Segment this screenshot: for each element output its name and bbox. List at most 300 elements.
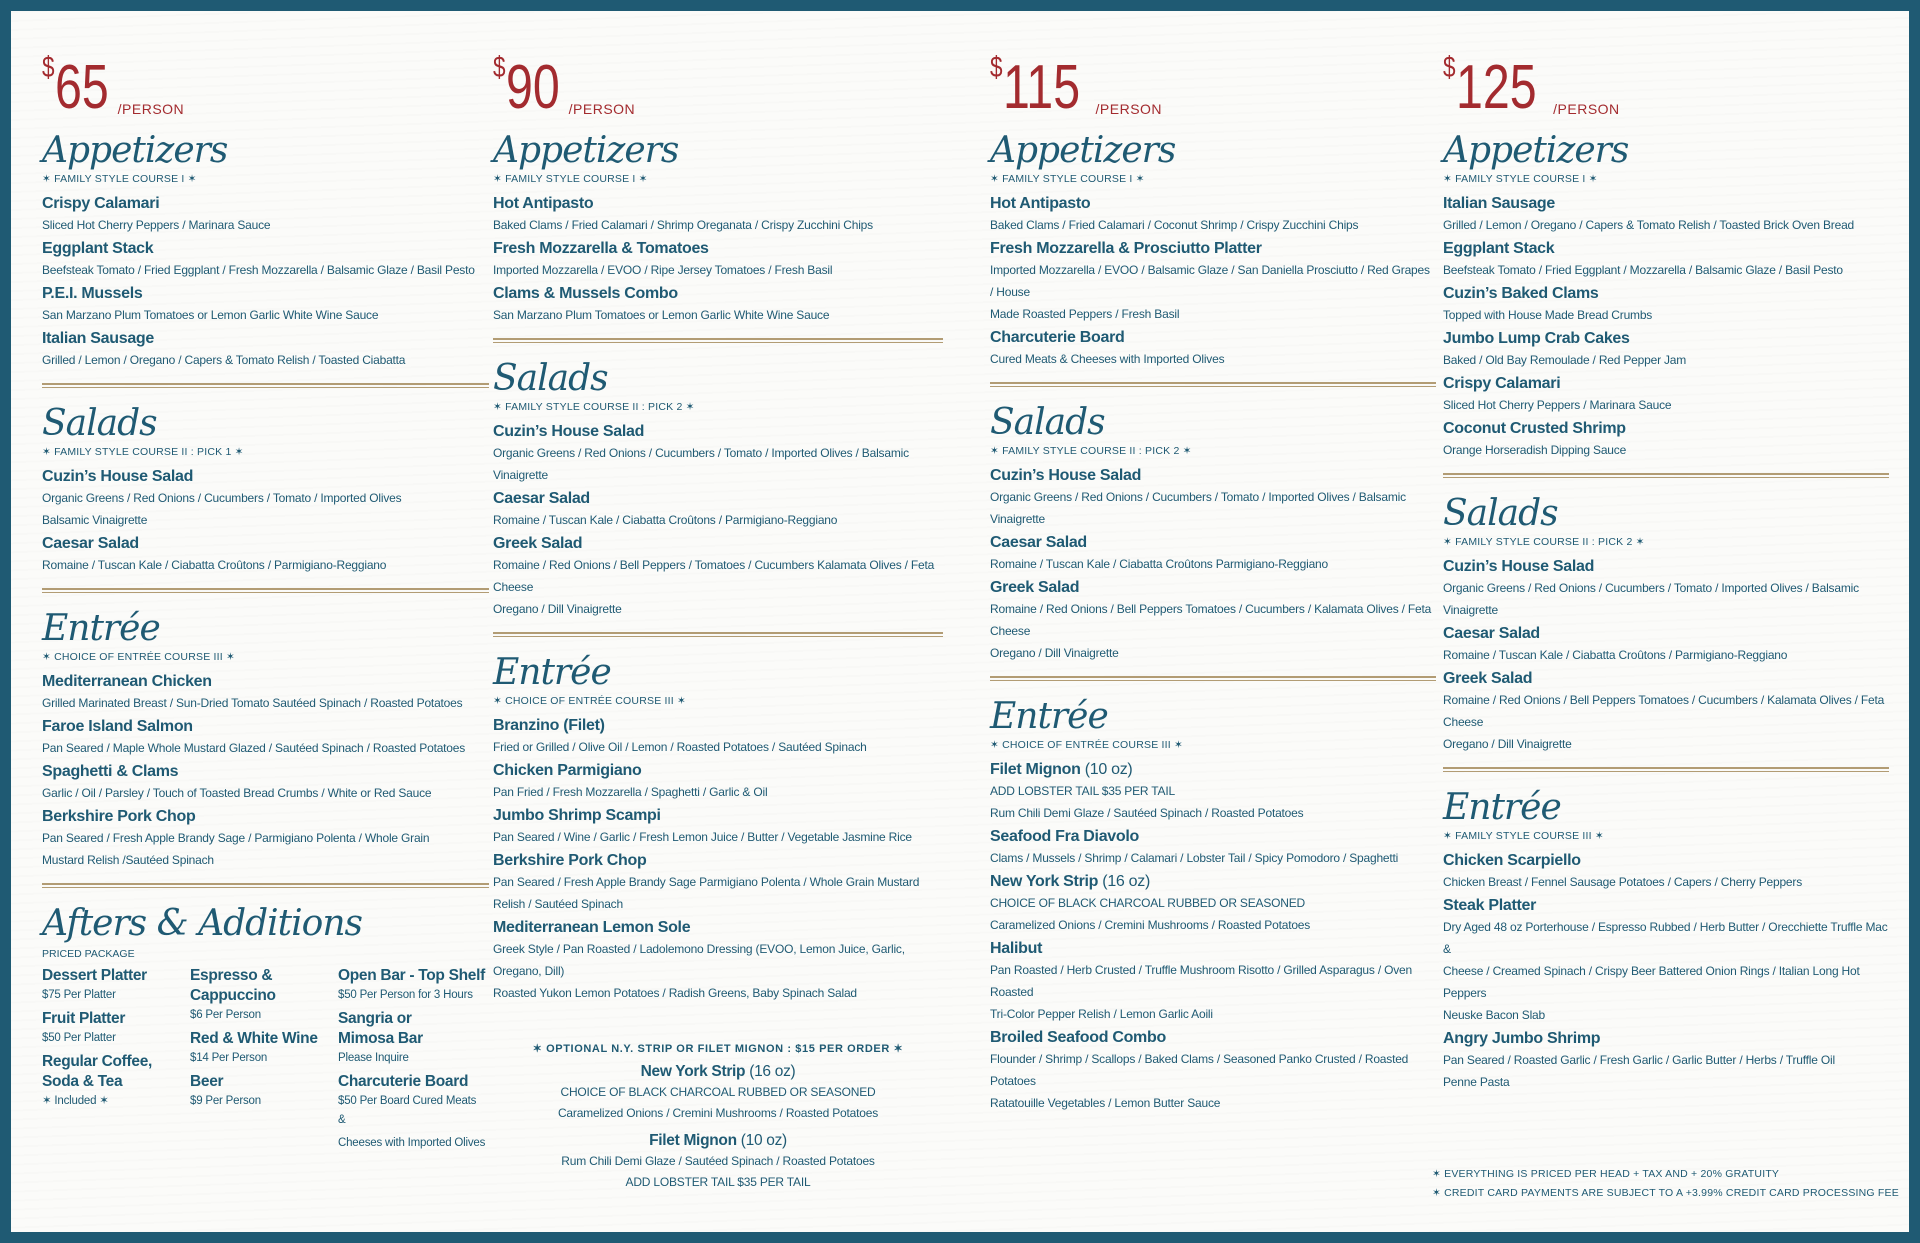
section-title: Afters & Additions [42,903,362,944]
menu-item-description: Dry Aged 48 oz Porterhouse / Espresso Rubbed / Herb Butter / Orecchiette Truffle Mac & [1443,920,1888,956]
menu-item [493,850,943,915]
menu-item [493,1061,943,1124]
menu-item [1443,373,1889,416]
menu-item-description: Greek Style / Pan Roasted / Ladolemono Dressing (EVOO, Lemon Juice, Garlic, Oregano, Dill) [493,942,905,978]
menu-item-description: Beefsteak Tomato / Fried Eggplant / Fresh Mozzarella / Balsamic Glaze / Basil Pesto [42,263,475,277]
menu-item-name-text: Branzino (Filet) [493,717,605,734]
section-divider [1443,473,1889,478]
menu-item-description: Grilled / Lemon / Oregano / Capers & Tomato Relish / Toasted Brick Oven Bread [1443,218,1855,232]
menu-item-name-text: Berkshire Pork Chop [42,808,196,825]
menu-item-description: Orange Horseradish Dipping Sauce [1443,443,1627,457]
menu-item-name [493,238,943,259]
menu-item [990,938,1436,1025]
menu-item [493,193,943,236]
menu-item-name-text: New York Strip [640,1063,746,1080]
menu-item-name-text: Jumbo Lump Crab Cakes [1443,330,1630,347]
menu-item [42,716,489,759]
menu-item-name [42,238,489,259]
section-divider [990,382,1436,387]
menu-item-name-text: Mediterranean Lemon Sole [493,919,691,936]
section-divider [493,338,943,343]
menu-item-name-text: Steak Platter [1443,897,1537,914]
menu-item [42,283,489,326]
menu-item-name [493,760,943,781]
price-per-person: /PERSON [1553,101,1620,117]
menu-item-name [493,421,943,442]
menu-item-name-text: Italian Sausage [42,330,154,347]
menu-item-description: Sliced Hot Cherry Peppers / Marinara Sauce [1443,398,1672,412]
menu-item-name [493,488,943,509]
menu-item-name [990,826,1436,847]
menu-item-description: Romaine / Red Onions / Bell Peppers Tomatoes / Cucumbers / Kalamata Olives / Feta Cheese [1443,693,1885,729]
menu-item-name [42,761,489,782]
section-title: Entrée [990,696,1108,737]
price-currency: $ [1443,51,1456,84]
price-amount: 90 [505,53,560,122]
menu-item-description: Pan Seared / Maple Whole Mustard Glazed / Sautéed Spinach / Roasted Potatoes [42,741,466,755]
menu-item-description: Caramelized Onions / Cremini Mushrooms / Roasted Potatoes [557,1106,879,1120]
menu-item-description: Cheeses with Imported Olives [338,1137,486,1149]
menu-item-description: Made Roasted Peppers / Fresh Basil [990,307,1180,321]
menu-item [1443,283,1889,326]
menu-item [493,917,943,1004]
menu-page [11,11,1909,1232]
section-title: Salads [1443,493,1558,534]
menu-item-name [1443,1028,1889,1049]
menu-item [42,238,489,281]
section-appetizers [42,131,489,371]
section-appetizers [990,131,1436,370]
menu-item [990,465,1436,530]
section-salads [990,403,1436,664]
menu-item-name-text: Open Bar - Top Shelf [338,967,485,984]
menu-item-name-text: Fruit Platter [42,1010,126,1027]
menu-item-name-text: Soda & Tea [42,1073,123,1090]
menu-item-name [1443,895,1889,916]
menu-item-name [42,533,489,554]
section-entree [1443,788,1889,1093]
menu-item [42,328,489,371]
menu-item-name [493,283,943,304]
menu-item-name-text: Cappuccino [190,987,276,1004]
menu-item-name-text: Cuzin’s House Salad [990,467,1142,484]
menu-item-name-text: Hot Antipasto [493,195,594,212]
menu-item-name-text: Greek Salad [990,579,1080,596]
menu-item [338,1072,486,1153]
menu-item-description: Romaine / Red Onions / Bell Peppers / Tomatoes / Cucumbers Kalamata Olives / Feta Cheese [493,558,935,594]
menu-item-size: (10 oz) [1080,761,1133,778]
menu-item [42,533,489,576]
menu-item-name [990,759,1436,780]
section-afters-additions [42,904,489,1157]
menu-item [42,761,489,804]
section-title: Salads [990,402,1105,443]
menu-item-description: Rum Chili Demi Glaze / Sautéed Spinach / Roasted Potatoes [990,806,1304,820]
course-label: ✶ FAMILY STYLE COURSE II : PICK 2 ✶ [493,401,695,413]
menu-item-name [338,1072,486,1092]
menu-item-description: San Marzano Plum Tomatoes or Lemon Garlic White Wine Sauce [493,308,830,322]
menu-item-name-text: Caesar Salad [42,535,139,552]
menu-item-name-text: Chicken Parmigiano [493,762,642,779]
menu-item [990,577,1436,664]
menu-item-name-text: Mimosa Bar [338,1030,423,1047]
menu-item-description: Chicken Breast / Fennel Sausage Potatoes / Capers / Cherry Peppers [1443,875,1802,889]
menu-item-description: Imported Mozzarella / EVOO / Ripe Jersey Tomatoes / Fresh Basil [493,263,833,277]
afters-column [338,966,486,1157]
course-label: ✶ CHOICE OF ENTRÉE COURSE III ✶ [493,695,686,707]
menu-item [990,1027,1436,1114]
menu-item-name [1443,418,1889,439]
menu-item-description: Pan Seared / Fresh Apple Brandy Sage Parmigiano Polenta / Whole Grain Mustard [493,875,920,889]
menu-item-name-text: Dessert Platter [42,967,147,984]
menu-item [1443,193,1889,236]
menu-item-name-text: Clams & Mussels Combo [493,285,678,302]
menu-item-name-text: Spaghetti & Clams [42,763,179,780]
menu-item-name [990,238,1436,259]
section-entree [493,653,943,1004]
menu-item [990,532,1436,575]
menu-item-name [493,1130,943,1151]
menu-column-65 [42,41,489,1157]
price-header [1443,41,1889,121]
menu-item-description: Romaine / Tuscan Kale / Ciabatta Croûtons Parmigiano-Reggiano [990,557,1328,571]
menu-item-name-text: Broiled Seafood Combo [990,1029,1166,1046]
afters-grid [42,966,489,1157]
menu-item-description: Relish / Sautéed Spinach [493,897,623,911]
section-title: Entrée [1443,787,1561,828]
course-label: ✶ CHOICE OF ENTRÉE COURSE III ✶ [42,651,235,663]
menu-item-name [190,1029,338,1049]
menu-item [1443,668,1889,755]
menu-item [493,238,943,281]
menu-item-name-text: Seafood Fra Diavolo [990,828,1139,845]
menu-item-description: Mustard Relish /Sautéed Spinach [42,853,214,867]
section-title: Salads [493,358,608,399]
optional-steak-upgrade [493,1042,943,1193]
menu-item-name-text: P.E.I. Mussels [42,285,143,302]
priced-package-label: PRICED PACKAGE [42,948,135,960]
footnote-gratuity: ✶ EVERYTHING IS PRICED PER HEAD + TAX AND + 20% GRATUITY [1432,1168,1780,1180]
menu-item-name [493,1061,943,1082]
menu-item-description: Romaine / Tuscan Kale / Ciabatta Croûtons / Parmigiano-Reggiano [42,558,387,572]
price-amount: 65 [54,53,109,122]
menu-item-description: Organic Greens / Red Onions / Cucumbers / Tomato / Imported Olives / Balsamic Vinaigrette [990,490,1406,526]
menu-item-name [1443,668,1889,689]
menu-item-description: Balsamic Vinaigrette [42,513,148,527]
menu-item-name-text: Fresh Mozzarella & Tomatoes [493,240,709,257]
menu-item-name [990,193,1436,214]
menu-item-name [493,850,943,871]
menu-item-description: Grilled / Lemon / Oregano / Capers & Tomato Relish / Toasted Ciabatta [42,353,406,367]
menu-item-description: Organic Greens / Red Onions / Cucumbers / Tomato / Imported Olives [42,491,402,505]
menu-item-description: $50 Per Person for 3 Hours [338,989,473,1001]
menu-item-name [42,466,489,487]
menu-item-name [493,193,943,214]
menu-item-description: ✶ Included ✶ [42,1095,109,1107]
menu-item [42,1052,190,1111]
menu-item [990,327,1436,370]
menu-item-name [190,1072,338,1092]
menu-item-name-text: Beer [190,1073,224,1090]
section-divider [493,632,943,637]
menu-column-90 [493,41,943,1199]
menu-item-name-text: Charcuterie Board [990,329,1125,346]
menu-item-name [1443,238,1889,259]
section-divider [42,883,489,888]
menu-item-name-text: Fresh Mozzarella & Prosciutto Platter [990,240,1262,257]
menu-item-name [338,966,486,986]
course-label: ✶ FAMILY STYLE COURSE II : PICK 2 ✶ [990,445,1192,457]
menu-item-name-text: Red & White Wine [190,1030,318,1047]
menu-item-name [42,966,190,986]
menu-item [1443,623,1889,666]
menu-item-description: Ratatouille Vegetables / Lemon Butter Sauce [990,1096,1221,1110]
menu-item [990,193,1436,236]
menu-item-description: $50 Per Platter [42,1032,116,1044]
menu-item [493,533,943,620]
menu-item-name [990,871,1436,892]
menu-item-description: Tri-Color Pepper Relish / Lemon Garlic Aoili [990,1007,1213,1021]
menu-item-description: ADD LOBSTER TAIL $35 PER TAIL [625,1175,811,1189]
menu-item-description: Rum Chili Demi Glaze / Sautéed Spinach / Roasted Potatoes [561,1154,875,1168]
section-salads [493,359,943,620]
course-label: ✶ FAMILY STYLE COURSE I ✶ [1443,173,1598,185]
menu-item-name [42,283,489,304]
menu-item-name-text: Crispy Calamari [42,195,160,212]
menu-item-name [1443,556,1889,577]
price-per-person: /PERSON [117,101,185,117]
menu-item-description: $75 Per Platter [42,989,116,1001]
section-title: Appetizers [493,130,679,171]
price-amount: 125 [1455,53,1537,122]
menu-item-description: Romaine / Tuscan Kale / Ciabatta Croûtons / Parmigiano-Reggiano [1443,648,1788,662]
menu-item-name-text: Hot Antipasto [990,195,1091,212]
menu-item-name [1443,850,1889,871]
menu-item [42,1009,190,1048]
menu-item [493,1130,943,1193]
menu-item-name-text: Crispy Calamari [1443,375,1561,392]
menu-item-description: Clams / Mussels / Shrimp / Calamari / Lobster Tail / Spicy Pomodoro / Spaghetti [990,851,1399,865]
section-divider [42,588,489,593]
price-per-person: /PERSON [568,101,636,117]
menu-item-name [42,671,489,692]
menu-item-name [190,966,338,1006]
menu-item-description: Oregano / Dill Vinaigrette [493,602,622,616]
menu-item [190,966,338,1025]
footnote-card-fee: ✶ CREDIT CARD PAYMENTS ARE SUBJECT TO A +3.99% CREDIT CARD PROCESSING FEE [1432,1187,1899,1199]
menu-item-description: Pan Fried / Fresh Mozzarella / Spaghetti / Garlic & Oil [493,785,768,799]
menu-item-name [1443,283,1889,304]
menu-item [42,193,489,236]
menu-item-description: Imported Mozzarella / EVOO / Balsamic Glaze / San Daniella Prosciutto / Red Grapes / House [990,263,1430,299]
menu-item-description: Oregano / Dill Vinaigrette [1443,737,1572,751]
menu-item-description: San Marzano Plum Tomatoes or Lemon Garlic White Wine Sauce [42,308,379,322]
menu-item-name [493,805,943,826]
section-divider [990,676,1436,681]
menu-item-name-text: Regular Coffee, [42,1053,153,1070]
menu-item-name-text: Charcuterie Board [338,1073,469,1090]
price-header [990,41,1436,121]
menu-item [338,1009,486,1068]
menu-item [493,421,943,486]
menu-item-name-text: Chicken Scarpiello [1443,852,1581,869]
section-salads [1443,494,1889,755]
course-label: ✶ FAMILY STYLE COURSE II : PICK 1 ✶ [42,446,244,458]
menu-item-description: Fried or Grilled / Olive Oil / Lemon / Roasted Potatoes / Sautéed Spinach [493,740,867,754]
menu-item-name-text: Angry Jumbo Shrimp [1443,1030,1601,1047]
menu-item-description: Baked / Old Bay Remoulade / Red Pepper Jam [1443,353,1687,367]
menu-item-name-text: Espresso & [190,967,273,984]
menu-item-name-text: Faroe Island Salmon [42,718,193,735]
course-label: ✶ FAMILY STYLE COURSE I ✶ [493,173,648,185]
section-divider [1443,767,1889,772]
section-salads [42,404,489,576]
menu-item-name [493,715,943,736]
price-header [493,41,943,121]
menu-item-description: Cheese / Creamed Spinach / Crispy Beer Battered Onion Rings / Italian Long Hot Peppers [1443,964,1860,1000]
menu-item-name-text: Cuzin’s House Salad [42,468,194,485]
menu-item-name-text: Caesar Salad [493,490,590,507]
menu-item-name-text: Halibut [990,940,1043,957]
menu-item-name [990,465,1436,486]
section-appetizers [493,131,943,326]
menu-item [990,871,1436,936]
menu-item [42,966,190,1005]
section-title: Appetizers [1443,130,1629,171]
menu-item-description: Baked Clams / Fried Calamari / Coconut Shrimp / Crispy Zucchini Chips [990,218,1359,232]
menu-item-description: Oregano / Dill Vinaigrette [990,646,1119,660]
menu-item [1443,328,1889,371]
menu-item-name-text: Italian Sausage [1443,195,1555,212]
menu-item-description: Pan Seared / Roasted Garlic / Fresh Garlic / Garlic Butter / Herbs / Truffle Oil [1443,1053,1835,1067]
menu-item-name [493,533,943,554]
price-per-person: /PERSON [1095,101,1163,117]
menu-item-name [990,938,1436,959]
menu-item-name-text: Berkshire Pork Chop [493,852,647,869]
menu-item-description: Sliced Hot Cherry Peppers / Marinara Sauce [42,218,271,232]
menu-item-description: Organic Greens / Red Onions / Cucumbers / Tomato / Imported Olives / Balsamic Vinaigrette [493,446,909,482]
menu-item [42,671,489,714]
menu-item-name [42,716,489,737]
section-title: Salads [42,403,157,444]
menu-item [1443,1028,1889,1093]
menu-item [190,1029,338,1068]
menu-item-description: Caramelized Onions / Cremini Mushrooms / Roasted Potatoes [990,918,1311,932]
menu-item-name-text: Filet Mignon [649,1132,737,1149]
menu-item-description: Cured Meats & Cheeses with Imported Olives [990,352,1225,366]
menu-item [190,1072,338,1111]
menu-column-115 [990,41,1436,1116]
menu-item-name [42,328,489,349]
menu-item-description: Please Inquire [338,1052,409,1064]
menu-item-name-text: New York Strip [990,873,1099,890]
menu-item-description: Pan Roasted / Herb Crusted / Truffle Mushroom Risotto / Grilled Asparagus / Oven Roasted [990,963,1412,999]
menu-item-name-text: Cuzin’s Baked Clams [1443,285,1599,302]
menu-item-description: Romaine / Tuscan Kale / Ciabatta Croûtons / Parmigiano-Reggiano [493,513,838,527]
menu-item-name [42,1009,190,1029]
menu-item-description: Penne Pasta [1443,1075,1510,1089]
menu-item-name [1443,373,1889,394]
menu-item-name-text: Mediterranean Chicken [42,673,212,690]
menu-item [493,715,943,758]
menu-item [990,238,1436,325]
menu-item-size: (10 oz) [736,1132,787,1149]
menu-item-name [1443,623,1889,644]
menu-item-description: Topped with House Made Bread Crumbs [1443,308,1653,322]
menu-item-name-text: Caesar Salad [1443,625,1540,642]
menu-item-description: $50 Per Board Cured Meats & [338,1095,477,1126]
menu-item-description: Roasted Yukon Lemon Potatoes / Radish Greens, Baby Spinach Salad [493,986,857,1000]
menu-item [338,966,486,1005]
menu-item-name [1443,328,1889,349]
course-label: ✶ FAMILY STYLE COURSE III ✶ [1443,830,1604,842]
menu-item [990,826,1436,869]
section-appetizers [1443,131,1889,461]
price-currency: $ [493,51,506,84]
menu-item-name [493,917,943,938]
menu-item [1443,895,1889,1026]
menu-item-name-text: Caesar Salad [990,534,1087,551]
menu-item-name-text: Filet Mignon [990,761,1081,778]
menu-item-name-text: Greek Salad [1443,670,1533,687]
menu-item [990,759,1436,824]
menu-item-name [1443,193,1889,214]
menu-item [42,466,489,531]
course-label: ✶ CHOICE OF ENTRÉE COURSE III ✶ [990,739,1183,751]
menu-item-description: Garlic / Oil / Parsley / Touch of Toasted Bread Crumbs / White or Red Sauce [42,786,432,800]
menu-item-description: Organic Greens / Red Onions / Cucumbers / Tomato / Imported Olives / Balsamic Vinaigrette [1443,581,1859,617]
price-header [42,41,489,121]
menu-item-name-text: Greek Salad [493,535,583,552]
menu-item-description: Pan Seared / Wine / Garlic / Fresh Lemon Juice / Butter / Vegetable Jasmine Rice [493,830,912,844]
section-entree [990,697,1436,1114]
menu-item-name-text: Jumbo Shrimp Scampi [493,807,661,824]
course-label: ✶ FAMILY STYLE COURSE II : PICK 2 ✶ [1443,536,1645,548]
menu-item [1443,850,1889,893]
menu-item [493,488,943,531]
menu-item [1443,556,1889,621]
menu-item-description: CHOICE OF BLACK CHARCOAL RUBBED OR SEASONED [990,896,1306,910]
menu-item-description: $6 Per Person [190,1009,261,1021]
menu-item-name-text: Eggplant Stack [1443,240,1555,257]
price-amount: 115 [1002,53,1080,122]
menu-item-size: (16 oz) [745,1063,796,1080]
section-entree [42,609,489,871]
menu-item-description: Grilled Marinated Breast / Sun-Dried Tomato Sautéed Spinach / Roasted Potatoes [42,696,463,710]
menu-item-name [990,532,1436,553]
menu-item-description: Flounder / Shrimp / Scallops / Baked Clams / Seasoned Panko Crusted / Roasted Potatoes [990,1052,1409,1088]
price-currency: $ [990,51,1003,84]
menu-item-description: Baked Clams / Fried Calamari / Shrimp Oreganata / Crispy Zucchini Chips [493,218,873,232]
section-title: Entrée [42,608,160,649]
menu-item-description: Pan Seared / Fresh Apple Brandy Sage / Parmigiano Polenta / Whole Grain [42,831,430,845]
section-title: Appetizers [42,130,228,171]
menu-item [493,283,943,326]
menu-item-name [990,327,1436,348]
afters-column [190,966,338,1157]
section-divider [42,383,489,388]
menu-item-name [42,806,489,827]
menu-item-description: Romaine / Red Onions / Bell Peppers Tomatoes / Cucumbers / Kalamata Olives / Feta Cheese [990,602,1432,638]
menu-item-description: CHOICE OF BLACK CHARCOAL RUBBED OR SEASONED [560,1085,876,1099]
menu-item-name [338,1009,486,1049]
menu-item-description: Beefsteak Tomato / Fried Eggplant / Mozzarella / Balsamic Glaze / Basil Pesto [1443,263,1843,277]
section-title: Appetizers [990,130,1176,171]
menu-item-description: $14 Per Person [190,1052,268,1064]
optional-title: ✶ OPTIONAL N.Y. STRIP OR FILET MIGNON : $15 PER ORDER ✶ [532,1043,904,1055]
course-label: ✶ FAMILY STYLE COURSE I ✶ [990,173,1145,185]
footnotes [1432,1165,1899,1203]
